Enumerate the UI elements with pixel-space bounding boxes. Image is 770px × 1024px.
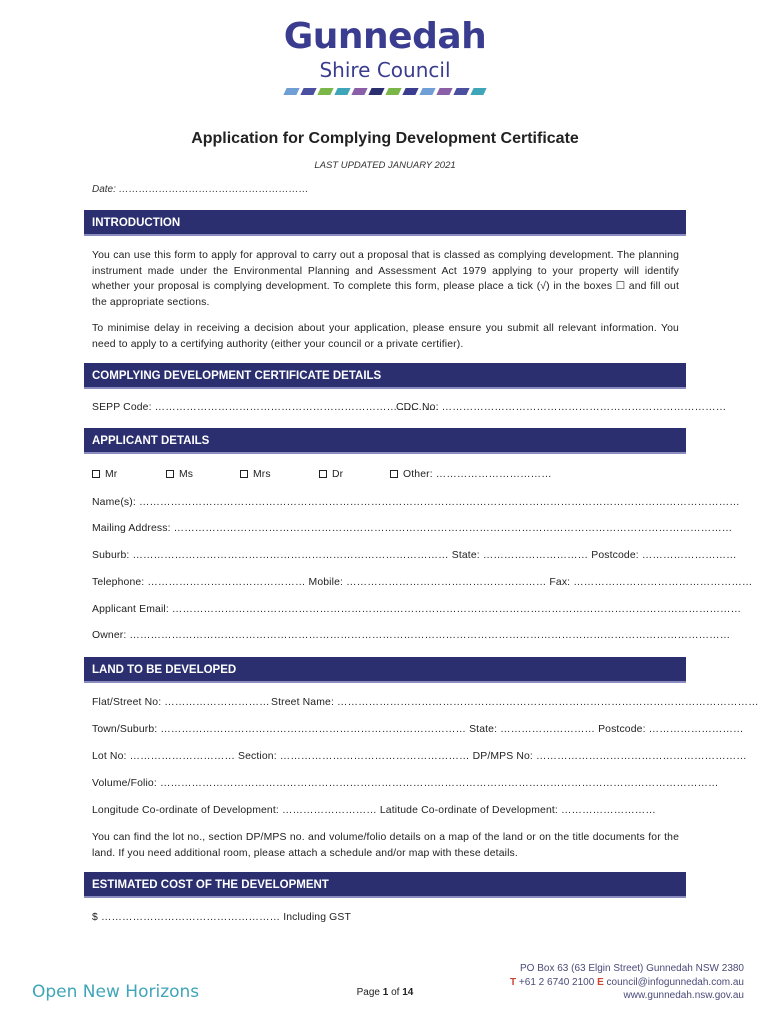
- logo-stripe: [283, 88, 299, 95]
- checkbox-icon[interactable]: [240, 470, 248, 478]
- telephone-mobile-fax-field[interactable]: Telephone: ……………………………………… Mobile: ………………………………………………… Fax: ……………………………………………: [92, 577, 753, 588]
- council-logo: [0, 18, 770, 95]
- title-option-label: Mrs: [253, 469, 271, 480]
- page-of: of: [388, 987, 403, 998]
- phone-label: T: [510, 976, 517, 988]
- mailing-address-field[interactable]: Mailing Address: ……………………………………………………………………………………………………………………………………………: [92, 523, 733, 534]
- intro-paragraph-2: To minimise delay in receiving a decision about your application, please ensure you submit all relevant information. You need to apply to a certifying authority (either your council or a private certifier).: [92, 323, 679, 350]
- title-option-mrs[interactable]: [240, 469, 271, 480]
- section-cdc-details: COMPLYING DEVELOPMENT CERTIFICATE DETAILS: [84, 363, 686, 389]
- page-total: 14: [402, 987, 414, 998]
- title-option-other[interactable]: [390, 469, 552, 480]
- footer-slogan: Open New Horizons: [32, 982, 200, 1002]
- land-note: You can find the lot no., section DP/MPS no. and volume/folio details on a map of the land or on the title documents for the land. If you need additional room, please attach a schedule and/or map with these details.: [92, 832, 679, 859]
- logo-stripe: [436, 88, 452, 95]
- lot-section-dp-field[interactable]: Lot No: ………………………… Section: ……………………………………………… DP/MPS No: ……………………………………………………: [92, 751, 747, 762]
- section-introduction: INTRODUCTION: [84, 210, 686, 236]
- footer-address: PO Box 63 (63 Elgin Street) Gunnedah NSW 2380: [519, 963, 744, 974]
- section-estimated-cost: ESTIMATED COST OF THE DEVELOPMENT: [84, 872, 686, 898]
- logo-stripe: [300, 88, 316, 95]
- footer-email[interactable]: council@infogunnedah.com.au: [603, 976, 744, 988]
- title-option-mr[interactable]: [92, 469, 117, 480]
- title-option-label: Ms: [179, 469, 194, 480]
- flat-street-no-field[interactable]: Flat/Street No: …………………………: [92, 697, 270, 708]
- email-label: E: [597, 976, 604, 988]
- logo-stripe: [368, 88, 384, 95]
- form-title: Application for Complying Development Certificate: [191, 130, 579, 147]
- logo-name: Gunnedah: [283, 16, 487, 57]
- last-updated: LAST UPDATED JANUARY 2021: [314, 160, 456, 171]
- logo-stripe: [385, 88, 401, 95]
- logo-stripe: [419, 88, 435, 95]
- logo-stripe: [470, 88, 486, 95]
- volume-folio-field[interactable]: Volume/Folio: ……………………………………………………………………………………………………………………………………………: [92, 778, 719, 789]
- intro-paragraph-1: You can use this form to apply for approval to carry out a proposal that is classed as complying development. The planning instrument made under the Environmental Planning and Assessment Act 1979 applying to your property will identify whether your proposal is complying development. To complete this form, please place a tick (√) in the boxes ☐ and fill out the appropriate sections.: [92, 250, 679, 308]
- section-applicant-details: APPLICANT DETAILS: [84, 428, 686, 454]
- checkbox-icon[interactable]: [390, 470, 398, 478]
- title-option-label: Mr: [105, 469, 118, 480]
- cdc-no-field[interactable]: CDC No: ………………………………………………………………………: [396, 402, 727, 413]
- logo-stripes: [0, 88, 770, 95]
- logo-stripe: [351, 88, 367, 95]
- logo-stripe: [334, 88, 350, 95]
- date-field[interactable]: Date: …………………………………………………: [92, 184, 309, 195]
- checkbox-icon[interactable]: [92, 470, 100, 478]
- title-option-label: Dr: [332, 469, 344, 480]
- footer-contact: [510, 962, 744, 1003]
- page-prefix: Page: [356, 987, 383, 998]
- title-option-ms[interactable]: [166, 469, 193, 480]
- town-state-postcode-field[interactable]: Town/Suburb: …………………………………………………………………………… State: ……………………… Postcode: ………………………: [92, 724, 744, 735]
- logo-subtitle: Shire Council: [319, 58, 451, 82]
- logo-stripe: [453, 88, 469, 95]
- coordinates-field[interactable]: Longitude Co-ordinate of Development: ……………………… Latitude Co-ordinate of Development: ………………………: [92, 805, 656, 816]
- logo-stripe: [402, 88, 418, 95]
- applicant-email-field[interactable]: Applicant Email: ………………………………………………………………………………………………………………………………………………: [92, 604, 742, 615]
- page-current: 1: [382, 987, 389, 998]
- title-option-dr[interactable]: [319, 469, 343, 480]
- checkbox-icon[interactable]: [166, 470, 174, 478]
- footer-phone: +61 2 6740 2100: [516, 976, 598, 988]
- suburb-state-postcode-field[interactable]: Suburb: ……………………………………………………………………………… State: ………………………… Postcode: ………………………: [92, 550, 737, 561]
- checkbox-icon[interactable]: [319, 470, 327, 478]
- names-field[interactable]: Name(s): ………………………………………………………………………………………………………………………………………………………: [92, 497, 740, 508]
- title-option-label: Other: ……………………………: [403, 469, 552, 480]
- section-land-to-be-developed: LAND TO BE DEVELOPED: [84, 657, 686, 683]
- street-name-field[interactable]: Street Name: …………………………………………………………………………………………………………: [271, 697, 759, 708]
- owner-field[interactable]: Owner: ………………………………………………………………………………………………………………………………………………………: [92, 630, 731, 641]
- sepp-code-field[interactable]: SEPP Code: ………………………………………………………………………: [92, 402, 440, 413]
- footer-website[interactable]: www.gunnedah.nsw.gov.au: [623, 990, 744, 1001]
- logo-stripe: [317, 88, 333, 95]
- footer-phone-email: [510, 976, 744, 990]
- estimated-cost-field[interactable]: $ …………………………………………… Including GST: [92, 912, 351, 923]
